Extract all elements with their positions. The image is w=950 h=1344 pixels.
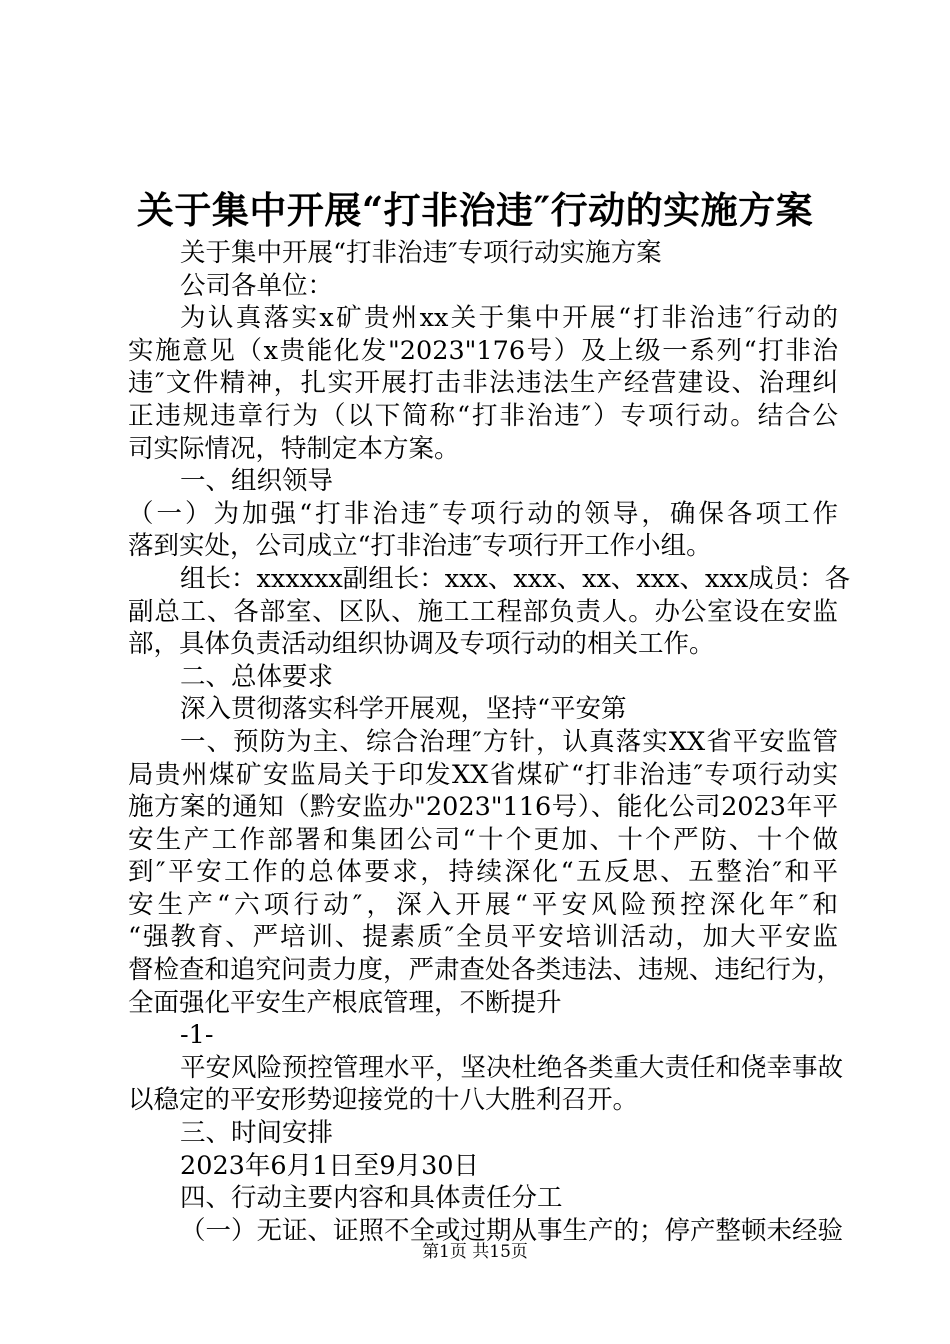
section-heading-1: 一、组织领导 (180, 466, 334, 497)
body-line: 施方案的通知（黔安监办"2023"116号）、能化公司2023年平 (128, 792, 838, 823)
page-footer: 第1页 共15页 (422, 1242, 528, 1262)
body-line-date-range: 2023年6月1日至9月30日 (180, 1150, 480, 1181)
body-line: 局贵州煤矿安监局关于印发XX省煤矿“打非治违″专项行动实 (128, 759, 838, 790)
body-line: 到″平安工作的总体要求，持续深化“五反思、五整治″和平 (128, 857, 838, 888)
body-line: 督检查和追究问责力度，严肃查处各类违法、违规、违纪行为， (128, 955, 843, 986)
body-line: 安生产工作部署和集团公司“十个更加、十个严防、十个做 (128, 824, 838, 855)
document-body (128, 237, 851, 1247)
section-heading-2: 二、总体要求 (180, 661, 334, 692)
body-line: 安生产“六项行动″，深入开展“平安风险预控深化年″和 (128, 889, 838, 920)
body-line: 部，具体负责活动组织协调及专项行动的相关工作。 (128, 629, 715, 660)
body-line-salutation: 公司各单位： (180, 270, 334, 301)
body-line: （一）无证、证照不全或过期从事生产的；停产整顿未经验 (180, 1215, 844, 1246)
section-heading-3: 三、时间安排 (180, 1118, 334, 1149)
body-line: 落到实处，公司成立“打非治违″专项行开工作小组。 (128, 531, 712, 562)
body-line: 违″文件精神，扎实开展打击非法违法生产经营建设、治理纠 (128, 368, 838, 399)
body-line: 正违规违章行为（以下简称“打非治违″）专项行动。结合公 (128, 400, 838, 431)
body-line: 实施意见（x贵能化发"2023"176号）及上级一系列“打非治 (128, 335, 838, 366)
body-line: 组长：xxxxxx副组长：xxx、xxx、xx、xxx、xxx成员：各 (180, 563, 851, 594)
inline-page-marker: -1- (180, 1020, 214, 1051)
section-heading-4: 四、行动主要内容和具体责任分工 (180, 1183, 563, 1214)
body-line: （一）为加强“打非治违″专项行动的领导，确保各项工作 (128, 498, 838, 529)
body-line: “强教育、严培训、提素质″全员平安培训活动，加大平安监 (128, 922, 838, 953)
body-line-subtitle: 关于集中开展“打非治违″专项行动实施方案 (180, 238, 662, 268)
body-line: 以稳定的平安形势迎接党的十八大胜利召开。 (128, 1085, 639, 1116)
body-line: 副总工、各部室、区队、施工工程部负责人。办公室设在安监 (128, 596, 838, 627)
body-line: 深入贯彻落实科学开展观，坚持“平安第 (180, 694, 627, 725)
body-line: 全面强化平安生产根底管理，不断提升 (128, 987, 562, 1018)
body-line: 一、预防为主、综合治理″方针，认真落实XX省平安监管 (180, 726, 838, 757)
body-line: 司实际情况，特制定本方案。 (128, 433, 460, 464)
body-line: 平安风险预控管理水平，坚决杜绝各类重大责任和侥幸事故 (180, 1052, 844, 1083)
document-title: 关于集中开展“打非治违″行动的实施方案 (136, 188, 814, 232)
body-line: 为认真落实x矿贵州xx关于集中开展“打非治违″行动的 (180, 303, 838, 334)
